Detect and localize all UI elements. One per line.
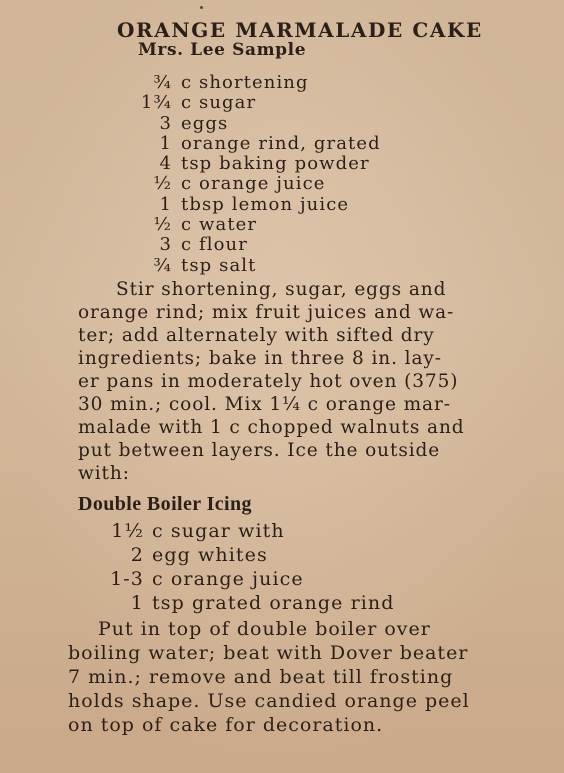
ingredient-quantity: 1 — [130, 592, 144, 614]
ingredient-quantity: 1-3 — [110, 568, 144, 590]
ink-dot — [200, 6, 203, 9]
ingredient-name: c orange juice — [181, 173, 326, 195]
ingredient-quantity: 1 — [159, 132, 172, 154]
ingredient-quantity: ½ — [153, 214, 172, 236]
ingredient-name: c flour — [181, 234, 248, 256]
ingredient-quantity: ½ — [153, 173, 172, 195]
ingredient-quantity: 4 — [159, 153, 172, 175]
ingredient-row — [0, 133, 564, 153]
ingredient-name: orange rind, grated — [181, 132, 381, 154]
directions-line: orange rind; mix fruit juices and wa- — [78, 302, 455, 323]
cake-directions — [78, 278, 530, 485]
ingredient-name: eggs — [181, 112, 229, 134]
ingredient-name: tbsp lemon juice — [181, 193, 350, 215]
ingredient-name: tsp baking powder — [181, 153, 370, 175]
recipe-title: ORANGE MARMALADE CAKE — [117, 18, 483, 42]
ingredient-row — [0, 568, 564, 592]
directions-line: ter; add alternately with sifted dry — [78, 325, 435, 346]
ingredient-quantity: 3 — [159, 234, 172, 256]
ingredient-row — [0, 92, 564, 112]
ingredient-name: tsp grated orange rind — [152, 592, 395, 614]
ingredient-name: c shortening — [181, 72, 309, 93]
directions-line: with: — [78, 463, 130, 484]
ingredient-name: c sugar with — [152, 520, 285, 542]
directions-line: 30 min.; cool. Mix 1¼ c orange mar- — [78, 394, 451, 415]
ingredient-name: c water — [181, 214, 258, 236]
recipe-contributor: Mrs. Lee Sample — [138, 40, 307, 60]
ingredient-row — [0, 234, 564, 254]
ingredient-row — [0, 520, 564, 544]
ingredient-quantity: ¾ — [153, 254, 172, 276]
icing-ingredient-list — [0, 520, 564, 616]
ingredient-quantity: 1 — [159, 193, 172, 215]
directions-line: boiling water; beat with Dover beater — [68, 642, 469, 664]
ingredient-quantity: 3 — [159, 112, 172, 134]
directions-line: ingredients; bake in three 8 in. lay- — [78, 348, 442, 369]
ingredient-name: egg whites — [152, 544, 268, 566]
ingredient-row — [0, 592, 564, 616]
ingredient-row — [0, 544, 564, 568]
ingredient-quantity: 2 — [130, 544, 144, 566]
icing-directions — [68, 617, 538, 737]
directions-line: malade with 1 c chopped walnuts and — [78, 417, 465, 438]
ingredient-name: tsp salt — [181, 254, 257, 276]
ingredient-quantity: 1½ — [111, 520, 144, 542]
ingredient-quantity: ¾ — [153, 72, 172, 93]
directions-line: on top of cake for decoration. — [68, 714, 384, 736]
ingredient-list — [0, 72, 564, 275]
ingredient-name: c sugar — [181, 92, 257, 114]
directions-line: holds shape. Use candied orange peel — [68, 690, 470, 712]
directions-line: Stir shortening, sugar, eggs and — [116, 279, 447, 300]
ingredient-row — [0, 72, 564, 92]
ingredient-row — [0, 255, 564, 275]
directions-line: 7 min.; remove and beat till frosting — [68, 666, 454, 688]
ingredient-name: c orange juice — [152, 568, 304, 590]
ingredient-row — [0, 214, 564, 234]
directions-line: put between layers. Ice the outside — [78, 440, 441, 461]
ingredient-row — [0, 153, 564, 173]
directions-line: Put in top of double boiler over — [98, 618, 431, 640]
icing-title: Double Boiler Icing — [78, 493, 252, 515]
ingredient-row — [0, 194, 564, 214]
ingredient-quantity: 1¾ — [140, 92, 172, 114]
ingredient-row — [0, 173, 564, 193]
directions-line: er pans in moderately hot oven (375) — [78, 371, 459, 392]
ingredient-row — [0, 113, 564, 133]
